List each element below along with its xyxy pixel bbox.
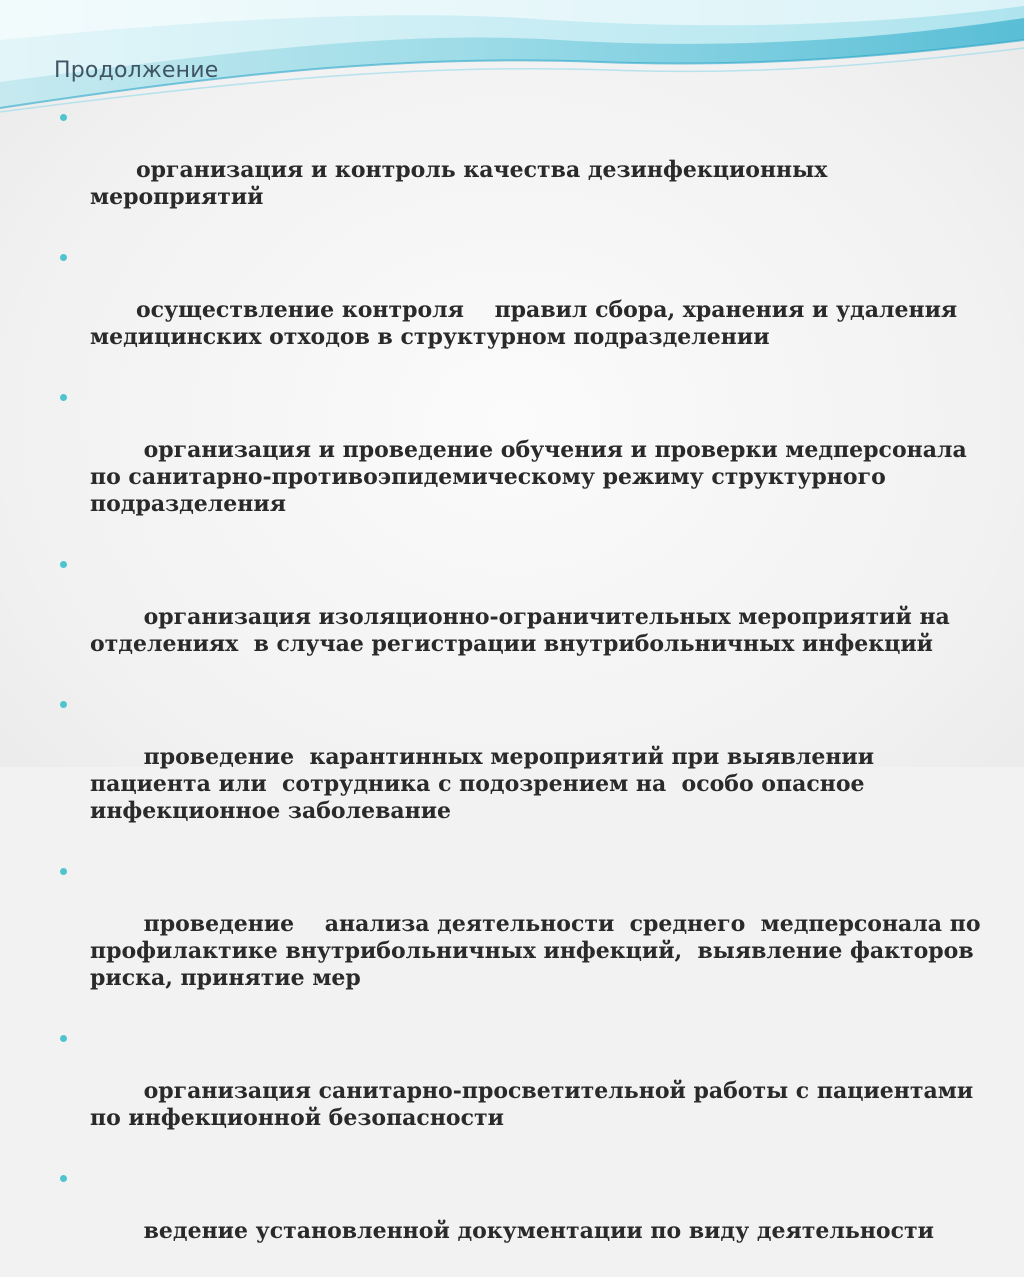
bullet-icon bbox=[60, 114, 67, 121]
bullet-list bbox=[60, 103, 990, 1277]
bullet-icon bbox=[60, 561, 67, 568]
list-item bbox=[60, 103, 990, 238]
bullet-text: проведение карантинных мероприятий при выявлении пациента или сотрудника с подозрением на особо опасное инфекционное заболевание bbox=[90, 744, 882, 824]
bullet-text: организация и контроль качества дезинфекционных мероприятий bbox=[90, 157, 835, 210]
bullet-icon bbox=[60, 1035, 67, 1042]
list-item bbox=[60, 857, 990, 1019]
list-item bbox=[60, 1024, 990, 1159]
bullet-icon bbox=[60, 394, 67, 401]
list-item bbox=[60, 1164, 990, 1272]
bullet-text: ведение установленной документации по виду деятельности bbox=[135, 1218, 934, 1244]
slide-title: Продолжение bbox=[54, 58, 219, 83]
bullet-text: организация и проведение обучения и проверки медперсонала по санитарно-противоэпидемическому режиму структурного подразделения bbox=[90, 437, 975, 517]
list-item bbox=[60, 243, 990, 378]
list-item bbox=[60, 690, 990, 852]
list-item bbox=[60, 550, 990, 685]
bullet-text: организация изоляционно-ограничительных мероприятий на отделениях в случае регистрации внутрибольничных инфекций bbox=[90, 604, 958, 657]
bullet-icon bbox=[60, 1175, 67, 1182]
bullet-text: проведение анализа деятельности среднего медперсонала по профилактике внутрибольничных инфекций, выявление факторов риска, принятие мер bbox=[90, 911, 989, 991]
bullet-icon bbox=[60, 701, 67, 708]
list-item bbox=[60, 383, 990, 545]
bullet-text: осуществление контроля правил сбора, хранения и удаления медицинских отходов в структурном подразделении bbox=[90, 297, 965, 350]
bullet-icon bbox=[60, 254, 67, 261]
bullet-text: организация санитарно-просветительной работы с пациентами по инфекционной безопасности bbox=[90, 1078, 981, 1131]
bullet-icon bbox=[60, 868, 67, 875]
